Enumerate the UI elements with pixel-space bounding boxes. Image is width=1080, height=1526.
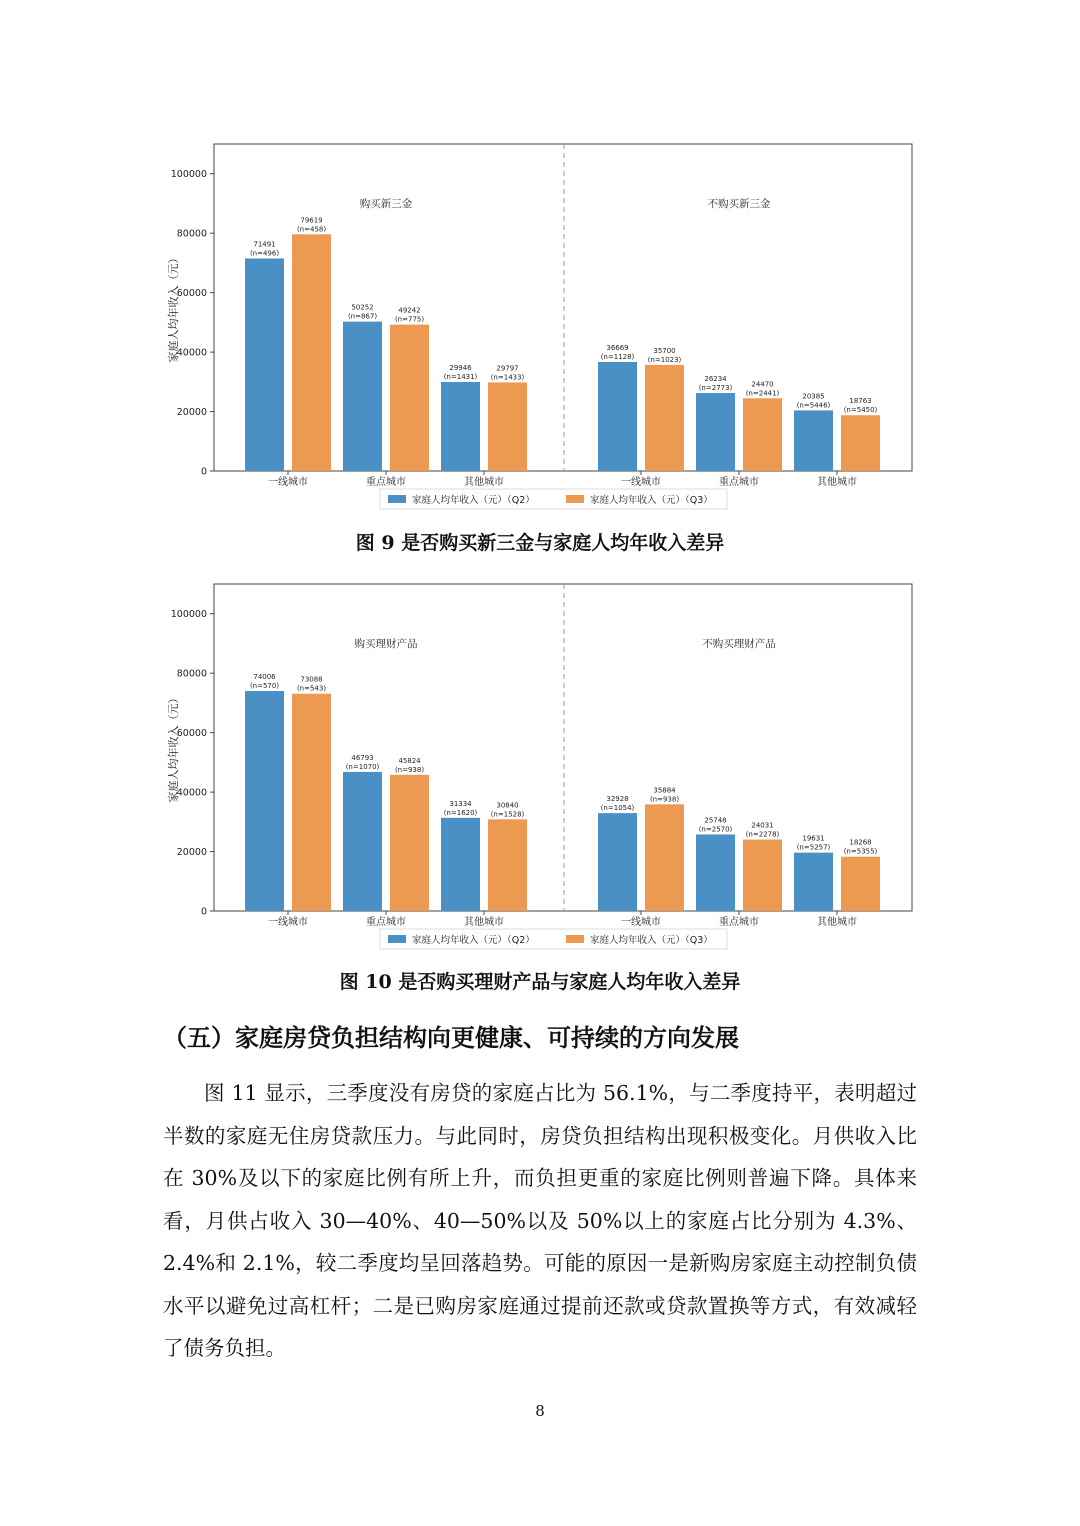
figure-10-svg [150,574,930,959]
page-number: 8 [535,1402,545,1420]
bar-value-label: 20385 [802,392,825,401]
bar-value-label: 46793 [351,753,374,762]
figure-9-chart [150,134,930,519]
x-tick-label: 其他城市 [464,917,504,928]
bar-n-label: (n=938) [394,765,425,774]
bar-value-label: 71491 [253,240,276,249]
bar [841,857,880,911]
figure-9-caption: 图 9 是否购买新三金与家庭人均年收入差异 [355,532,725,554]
y-tick-label: 80000 [176,228,207,240]
bar-value-label: 24031 [751,821,774,830]
y-axis-label: 家庭人均年收入（元） [167,692,180,803]
legend-label: 家庭人均年收入（元）（Q3） [590,935,713,946]
legend-label: 家庭人均年收入（元）（Q2） [412,935,535,946]
bar-value-label: 74006 [253,673,276,682]
bar-n-label: (n=1620) [443,808,478,817]
bar-n-label: (n=2441) [745,389,780,398]
bar [390,775,429,911]
bar-value-label: 50252 [351,303,374,312]
bar-n-label: (n=775) [394,315,425,324]
bar-value-label: 24470 [751,380,774,389]
bar [645,804,684,911]
bar [343,772,382,911]
bar [794,410,833,471]
bar-n-label: (n=5257) [796,843,831,852]
figure-10-chart [150,574,930,959]
bar-n-label: (n=867) [347,312,378,321]
y-tick-label: 100000 [170,609,207,621]
bar-n-label: (n=1528) [490,810,525,819]
bar-value-label: 30840 [496,801,519,810]
bar [292,694,331,911]
bar-n-label: (n=458) [296,225,327,234]
bar-n-label: (n=5450) [843,406,878,415]
bar-n-label: (n=2570) [698,825,733,834]
bar [245,691,284,911]
bar-value-label: 32928 [606,795,629,804]
bar-value-label: 29946 [449,363,472,372]
bar [743,398,782,471]
bar-value-label: 35700 [653,346,676,355]
group-title: 购买理财产品 [354,638,418,650]
bar-n-label: (n=1431) [443,372,478,381]
x-tick-label: 重点城市 [719,917,759,928]
y-tick-label: 40000 [176,347,207,359]
bar-n-label: (n=1023) [647,355,682,364]
y-tick-label: 60000 [176,728,207,740]
bar [645,365,684,471]
bar-n-label: (n=5446) [796,401,831,410]
bar-value-label: 45824 [398,756,421,765]
x-tick-label: 其他城市 [464,477,504,488]
bar [441,382,480,471]
y-tick-label: 40000 [176,787,207,799]
bar-n-label: (n=1128) [600,352,635,361]
legend-swatch [566,935,584,943]
bar [794,853,833,911]
bar-value-label: 19631 [802,834,825,843]
bar-n-label: (n=570) [249,682,280,691]
legend-swatch [566,495,584,503]
y-tick-label: 60000 [176,288,207,300]
bar [696,393,735,471]
bar [488,382,527,471]
bar-n-label: (n=938) [649,795,680,804]
bar [343,322,382,471]
group-title: 不购买新三金 [707,198,771,210]
group-title: 购买新三金 [359,198,413,210]
bar [598,362,637,471]
y-tick-label: 20000 [176,847,207,859]
bar-n-label: (n=1433) [490,373,525,382]
x-tick-label: 其他城市 [817,917,857,928]
bar [245,258,284,471]
y-tick-label: 0 [200,466,207,478]
x-tick-label: 重点城市 [366,477,406,488]
group-title: 不购买理财产品 [702,638,776,650]
section-heading: （五）家庭房贷负担结构向更健康、可持续的方向发展 [163,1023,739,1052]
bar [743,840,782,911]
bar [696,834,735,911]
figure-9-svg [150,134,930,519]
bar-n-label: (n=2773) [698,384,733,393]
body-paragraph: 图 11 显示，三季度没有房贷的家庭占比为 56.1%，与二季度持平，表明超过半数的家庭无住房贷款压力。与此同时，房贷负担结构出现积极变化。月供收入比在 30%及以下的家庭比例有所上升，而负担更重的家庭比例则普遍下降。具体来看，月供占收入 30—40%、40—50%以及 50%以上的家庭占比分别为 4.3%、2.4%和 2.1%，较二季度均呈回落趋势。可能的原因一是新购房家庭主动控制负债水平以避免过高杠杆；二是已购房家庭通过提前还款或贷款置换等方式，有效减轻了债务负担。 [163,1081,917,1360]
bar-n-label: (n=496) [249,249,280,258]
bar-value-label: 26234 [704,375,727,384]
bar-n-label: (n=5355) [843,847,878,856]
figure-10-caption: 图 10 是否购买理财产品与家庭人均年收入差异 [339,971,741,993]
bar-n-label: (n=1070) [345,762,380,771]
legend-label: 家庭人均年收入（元）（Q2） [412,495,535,506]
bar [390,325,429,471]
bar-n-label: (n=1054) [600,804,635,813]
bar [841,415,880,471]
x-tick-label: 重点城市 [366,917,406,928]
bar [292,234,331,471]
legend-label: 家庭人均年收入（元）（Q3） [590,495,713,506]
bar-value-label: 36669 [606,343,629,352]
bar-n-label: (n=2278) [745,830,780,839]
bar-value-label: 29797 [496,364,519,373]
bar-value-label: 35884 [653,786,676,795]
y-axis-label: 家庭人均年收入（元） [167,252,180,363]
x-tick-label: 一线城市 [268,917,308,928]
legend-swatch [388,935,406,943]
bar [598,813,637,911]
bar-value-label: 79619 [300,216,323,225]
y-tick-label: 100000 [170,169,207,181]
y-tick-label: 20000 [176,407,207,419]
bar-n-label: (n=543) [296,684,327,693]
bar-value-label: 31334 [449,799,472,808]
x-tick-label: 重点城市 [719,477,759,488]
bar [488,819,527,911]
bar-value-label: 49242 [398,306,421,315]
bar-value-label: 18763 [849,397,872,406]
x-tick-label: 其他城市 [817,477,857,488]
bar-value-label: 73088 [300,675,323,684]
bar [441,818,480,911]
bar-value-label: 18268 [849,838,872,847]
x-tick-label: 一线城市 [268,477,308,488]
x-tick-label: 一线城市 [621,917,661,928]
y-tick-label: 0 [200,906,207,918]
bar-value-label: 25748 [704,816,727,825]
x-tick-label: 一线城市 [621,477,661,488]
y-tick-label: 80000 [176,668,207,680]
legend-swatch [388,495,406,503]
